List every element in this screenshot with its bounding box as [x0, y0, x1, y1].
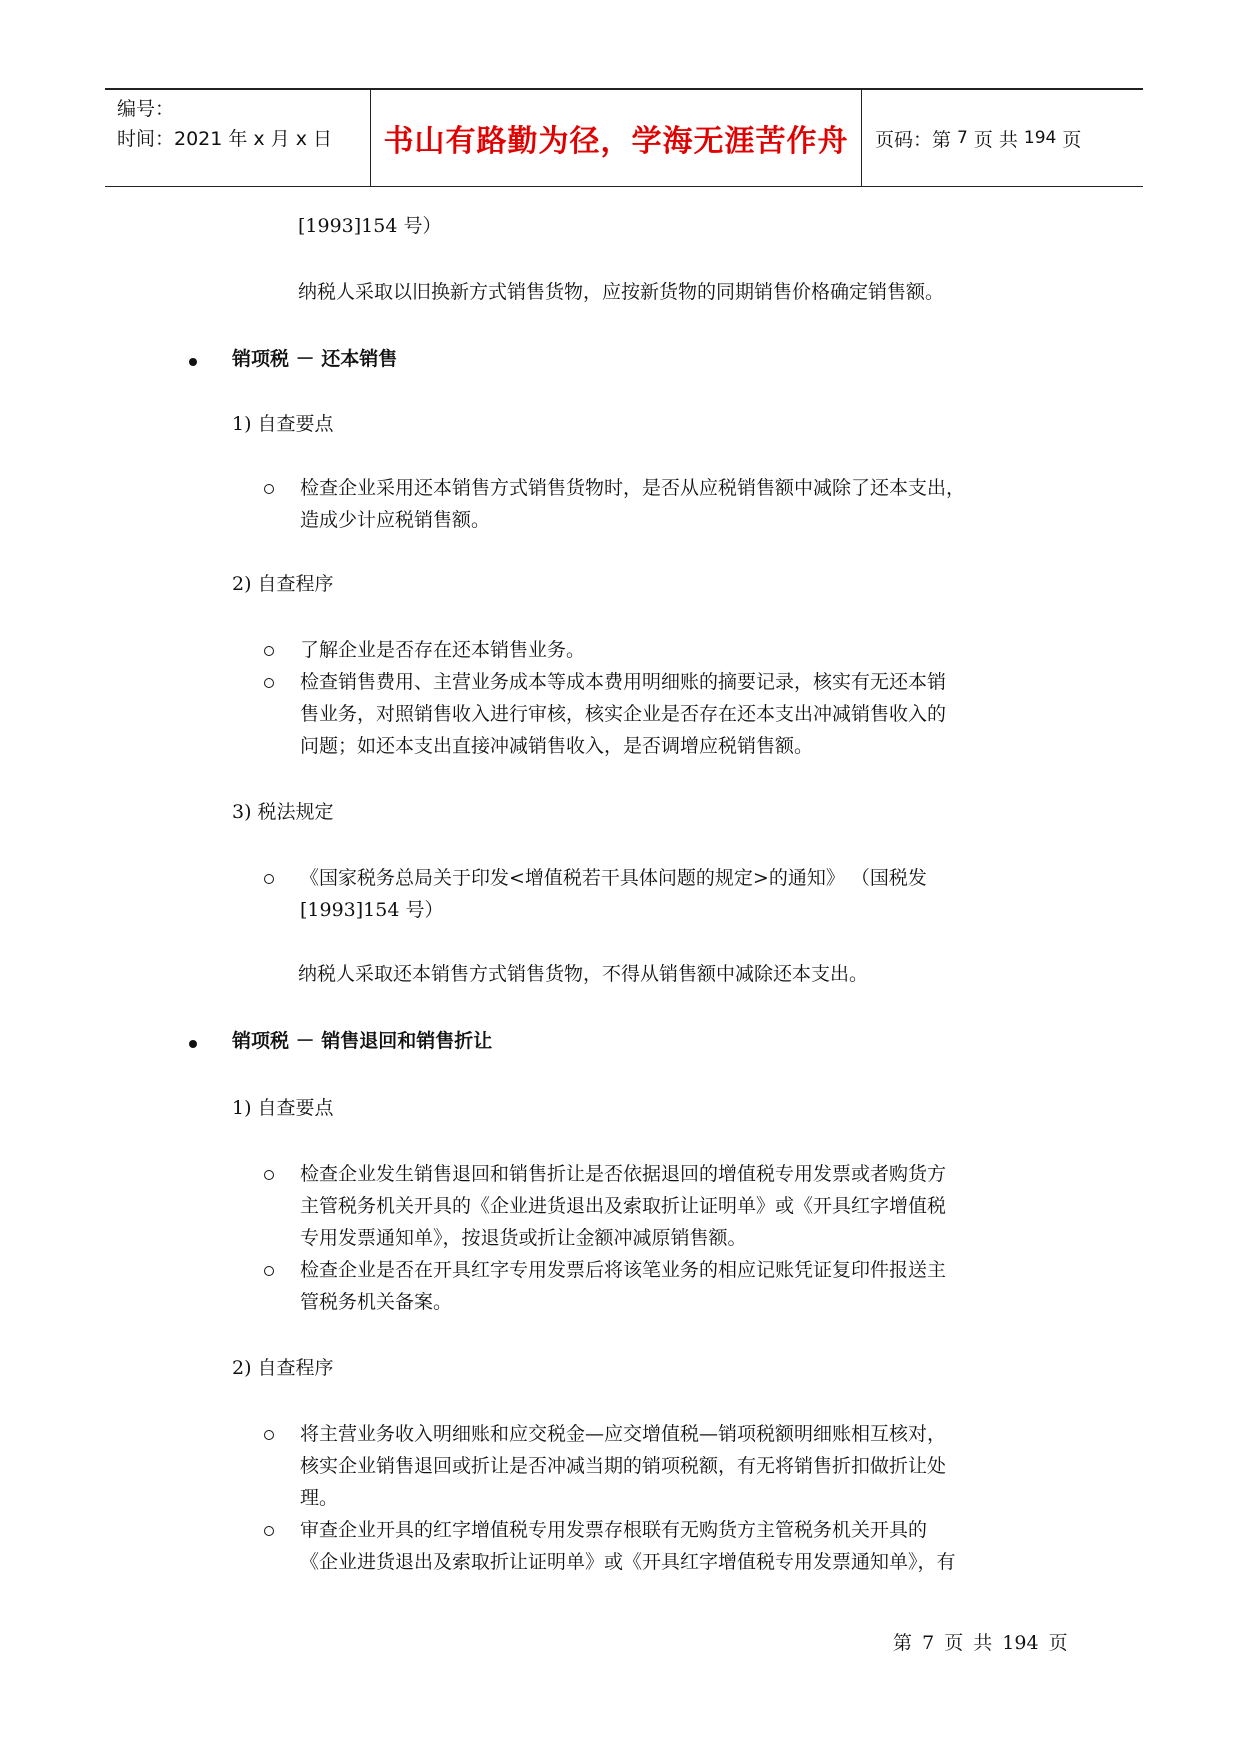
list-item-cont: 问题；如还本支出直接冲减销售收入，是否调增应税销售额。 — [300, 735, 814, 757]
footer-suffix: 页 — [1048, 1632, 1068, 1654]
list-item-cont: 核实企业销售退回或折让是否冲减当期的销项税额，有无将销售折扣做折让处 — [300, 1455, 947, 1477]
page-suffix: 页 — [1062, 128, 1082, 151]
circle-bullet-icon — [264, 874, 274, 884]
section-heading: 销项税 － 销售退回和销售折让 — [232, 1030, 493, 1052]
list-item-cont: 售业务，对照销售收入进行审核，核实企业是否存在还本支出冲减销售收入的 — [300, 703, 947, 725]
list-item-cont: 理。 — [300, 1487, 339, 1509]
time-label: 时间：2021 年 x 月 x 日 — [117, 128, 333, 150]
page-footer — [893, 1628, 1068, 1655]
page-number: 7 — [957, 128, 968, 148]
footer-page-total: 194 — [1002, 1632, 1039, 1654]
page-mid: 页 共 — [973, 128, 1018, 151]
page-prefix: 页码：第 — [875, 128, 952, 151]
circle-bullet-icon — [264, 646, 274, 656]
circle-bullet-icon — [264, 1526, 274, 1536]
list-item: 了解企业是否存在还本销售业务。 — [300, 639, 586, 661]
header-divider — [861, 90, 862, 186]
header-motto: 书山有路勤为径，学海无涯苦作舟 — [383, 124, 849, 159]
list-item-cont: 管税务机关备案。 — [300, 1291, 453, 1313]
list-item-cont: [1993]154 号） — [300, 899, 444, 921]
circle-bullet-icon — [264, 1170, 274, 1180]
list-item: 审查企业开具的红字增值税专用发票存根联有无购货方主管税务机关开具的 — [300, 1519, 928, 1541]
page-header — [105, 88, 1143, 187]
subsection-label: 2) 自查程序 — [232, 1357, 334, 1379]
reference-continuation: [1993]154 号） — [298, 215, 442, 237]
page-total: 194 — [1023, 128, 1057, 148]
list-item-cont: 《企业进货退出及索取折让证明单》或《开具红字增值税专用发票通知单》，有 — [300, 1551, 956, 1573]
footer-page-number: 7 — [922, 1632, 935, 1654]
header-page-indicator — [875, 90, 1081, 186]
subsection-label: 2) 自查程序 — [232, 573, 334, 595]
subsection-label: 1) 自查要点 — [232, 413, 334, 435]
paragraph: 纳税人采取还本销售方式销售货物，不得从销售额中减除还本支出。 — [298, 963, 869, 985]
footer-prefix: 第 — [893, 1632, 913, 1654]
section-heading: 销项税 － 还本销售 — [232, 348, 398, 370]
list-item-cont: 主管税务机关开具的《企业进货退出及索取折让证明单》或《开具红字增值税 — [300, 1195, 947, 1217]
list-item: 检查销售费用、主营业务成本等成本费用明细账的摘要记录，核实有无还本销 — [300, 671, 947, 693]
circle-bullet-icon — [264, 1430, 274, 1440]
bullet-icon — [189, 1040, 197, 1048]
list-item: 检查企业发生销售退回和销售折让是否依据退回的增值税专用发票或者购货方 — [300, 1163, 947, 1185]
circle-bullet-icon — [264, 1266, 274, 1276]
header-meta — [117, 94, 367, 154]
list-item-cont: 专用发票通知单》，按退货或折让金额冲减原销售额。 — [300, 1227, 747, 1249]
list-item: 《国家税务总局关于印发<增值税若干具体问题的规定>的通知》 （国税发 — [300, 867, 927, 889]
circle-bullet-icon — [264, 484, 274, 494]
list-item: 检查企业是否在开具红字专用发票后将该笔业务的相应记账凭证复印件报送主 — [300, 1259, 947, 1281]
list-item: 将主营业务收入明细账和应交税金—应交增值税—销项税额明细账相互核对， — [300, 1423, 947, 1445]
list-item: 检查企业采用还本销售方式销售货物时，是否从应税销售额中减除了还本支出， — [300, 477, 966, 499]
serial-label: 编号： — [117, 98, 175, 120]
list-item-cont: 造成少计应税销售额。 — [300, 509, 491, 531]
bullet-icon — [189, 358, 197, 366]
subsection-label: 1) 自查要点 — [232, 1097, 334, 1119]
footer-mid: 页 共 — [944, 1632, 993, 1654]
subsection-label: 3) 税法规定 — [232, 801, 334, 823]
paragraph: 纳税人采取以旧换新方式销售货物，应按新货物的同期销售价格确定销售额。 — [298, 281, 945, 303]
circle-bullet-icon — [264, 678, 274, 688]
